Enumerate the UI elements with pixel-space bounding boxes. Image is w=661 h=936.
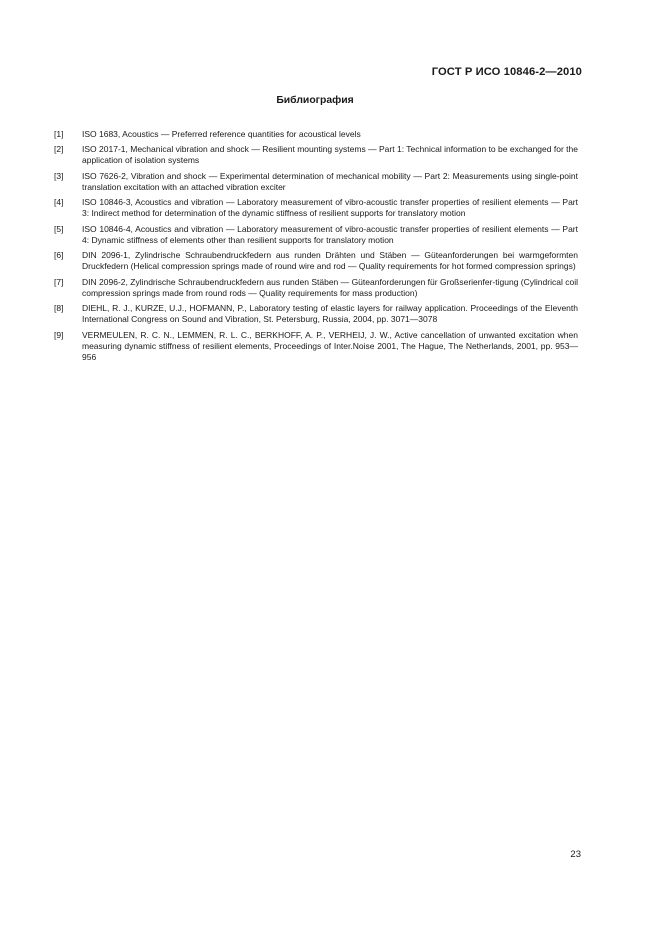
reference-number: [2] (54, 144, 64, 155)
reference-item (54, 303, 578, 325)
reference-item (54, 144, 578, 166)
reference-item (54, 129, 578, 140)
reference-item (54, 197, 578, 219)
reference-text: ISO 10846-4, Acoustics and vibration — Laboratory measurement of vibro-acoustic transfer properties of resilient elements — Part 4: Dynamic stiffness of elements other than resilient supports for translatory motion (82, 223, 578, 245)
reference-item (54, 330, 578, 363)
reference-number: [9] (54, 329, 64, 340)
reference-number: [8] (54, 303, 64, 314)
reference-number: [4] (54, 197, 64, 208)
reference-list (54, 129, 578, 367)
page-number: 23 (570, 849, 581, 860)
reference-number: [1] (54, 129, 64, 139)
reference-number: [3] (54, 170, 64, 181)
reference-item (54, 250, 578, 272)
reference-item (54, 171, 578, 193)
standard-id-header: ГОСТ Р ИСО 10846-2—2010 (431, 66, 582, 78)
reference-text: ISO 7626-2, Vibration and shock — Experimental determination of mechanical mobility — Part 2: Measurements using single-point translation excitation with an attached vibration exciter (82, 170, 578, 192)
reference-text: DIN 2096-1, Zylindrische Schraubendruckfedern aus runden Drähten und Stäben — Güteanforderungen bei warmgeformten Druckfedern (Helical compression springs made of round wire and rod — Quality requirements for hot formed compression springs) (82, 250, 578, 272)
reference-text: ISO 1683, Acoustics — Preferred reference quantities for acoustical levels (82, 129, 361, 139)
reference-item (54, 277, 578, 299)
reference-text: DIEHL, R. J., KURZE, U.J., HOFMANN, P., Laboratory testing of elastic layers for railway application. Proceedings of the Eleventh International Congress on Sound and Vibration, St. Petersburg, Russia, 2004, pp. 3071—3078 (82, 303, 578, 325)
reference-text: VERMEULEN, R. C. N., LEMMEN, R. L. C., BERKHOFF, A. P., VERHEIJ, J. W., Active cancellation of unwanted excitation when measuring dynamic stiffness of resilient elements, Proceedings of Inter.Noise 2001, The Hague, The Netherlands, 2001, pp. 953—956 (82, 329, 578, 362)
reference-number: [6] (54, 250, 64, 261)
reference-item (54, 224, 578, 246)
bibliography-title: Библиография (276, 95, 354, 106)
reference-text: ISO 2017-1, Mechanical vibration and shock — Resilient mounting systems — Part 1: Technical information to be exchanged for the application of isolation systems (82, 144, 578, 166)
reference-number: [7] (54, 276, 64, 287)
reference-number: [5] (54, 223, 64, 234)
reference-text: ISO 10846-3, Acoustics and vibration — Laboratory measurement of vibro-acoustic transfer properties of resilient elements — Part 3: Indirect method for determination of the dynamic stiffness of resilient supports for translatory motion (82, 197, 578, 219)
reference-text: DIN 2096-2, Zylindrische Schraubendruckfedern aus runden Stäben — Güteanforderungen für Großserienfer-tigung (Cylindrical coil compression springs made from round rods — Quality requirements for mass production) (82, 276, 578, 298)
